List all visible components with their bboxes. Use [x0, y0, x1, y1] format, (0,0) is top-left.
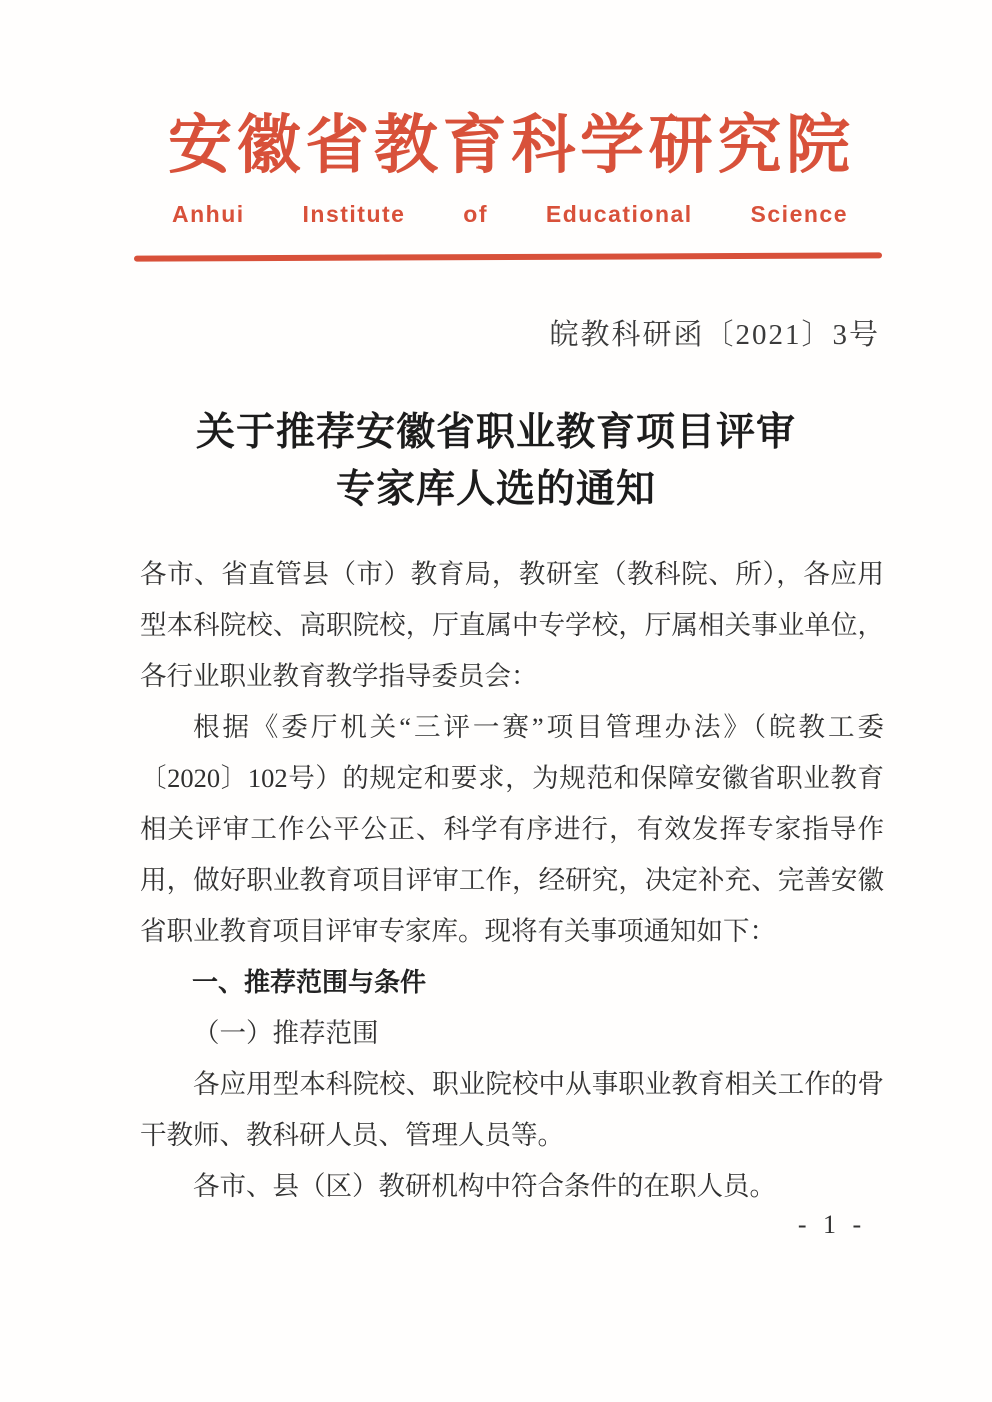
letterhead-en-title: Anhui Institute of Educational Science	[172, 201, 848, 227]
section-heading-1: 一、推荐范围与条件	[192, 967, 427, 997]
notice-body	[140, 549, 884, 1212]
notice-title	[96, 404, 896, 518]
subsection-heading-1: （一）推荐范围	[193, 1018, 379, 1048]
salutation-paragraph: 各市、省直管县（市）教育局，教研室（教科院、所），各应用型本科院校、高职院校，厅直属中专学校，厅属相关事业单位，各行业职业教育教学指导委员会：	[140, 559, 884, 691]
page-number: - 1 -	[797, 1210, 867, 1239]
notice-title-line1: 关于推荐安徽省职业教育项目评审	[195, 411, 796, 454]
scope-paragraph-1: 各应用型本科院校、职业院校中从事职业教育相关工作的骨干教师、教科研人员、管理人员等。	[140, 1069, 884, 1150]
scope-paragraph-2: 各市、县（区）教研机构中符合条件的在职人员。	[193, 1171, 776, 1201]
letterhead-cn-title: 安徽省教育科学研究院	[168, 110, 850, 181]
document-reference-number: 皖教科研函〔2021〕3号	[549, 319, 880, 351]
notice-title-line2: 专家库人选的通知	[335, 468, 656, 511]
letterhead-divider-rule	[134, 252, 882, 261]
intro-paragraph: 根据《委厅机关“三评一赛”项目管理办法》（皖教工委〔2020〕102号）的规定和要求，为规范和保障安徽省职业教育相关评审工作公平公正、科学有序进行，有效发挥专家指导作用，做好职业教育项目评审工作，经研究，决定补充、完善安徽省职业教育项目评审专家库。现将有关事项通知如下：	[140, 712, 884, 946]
